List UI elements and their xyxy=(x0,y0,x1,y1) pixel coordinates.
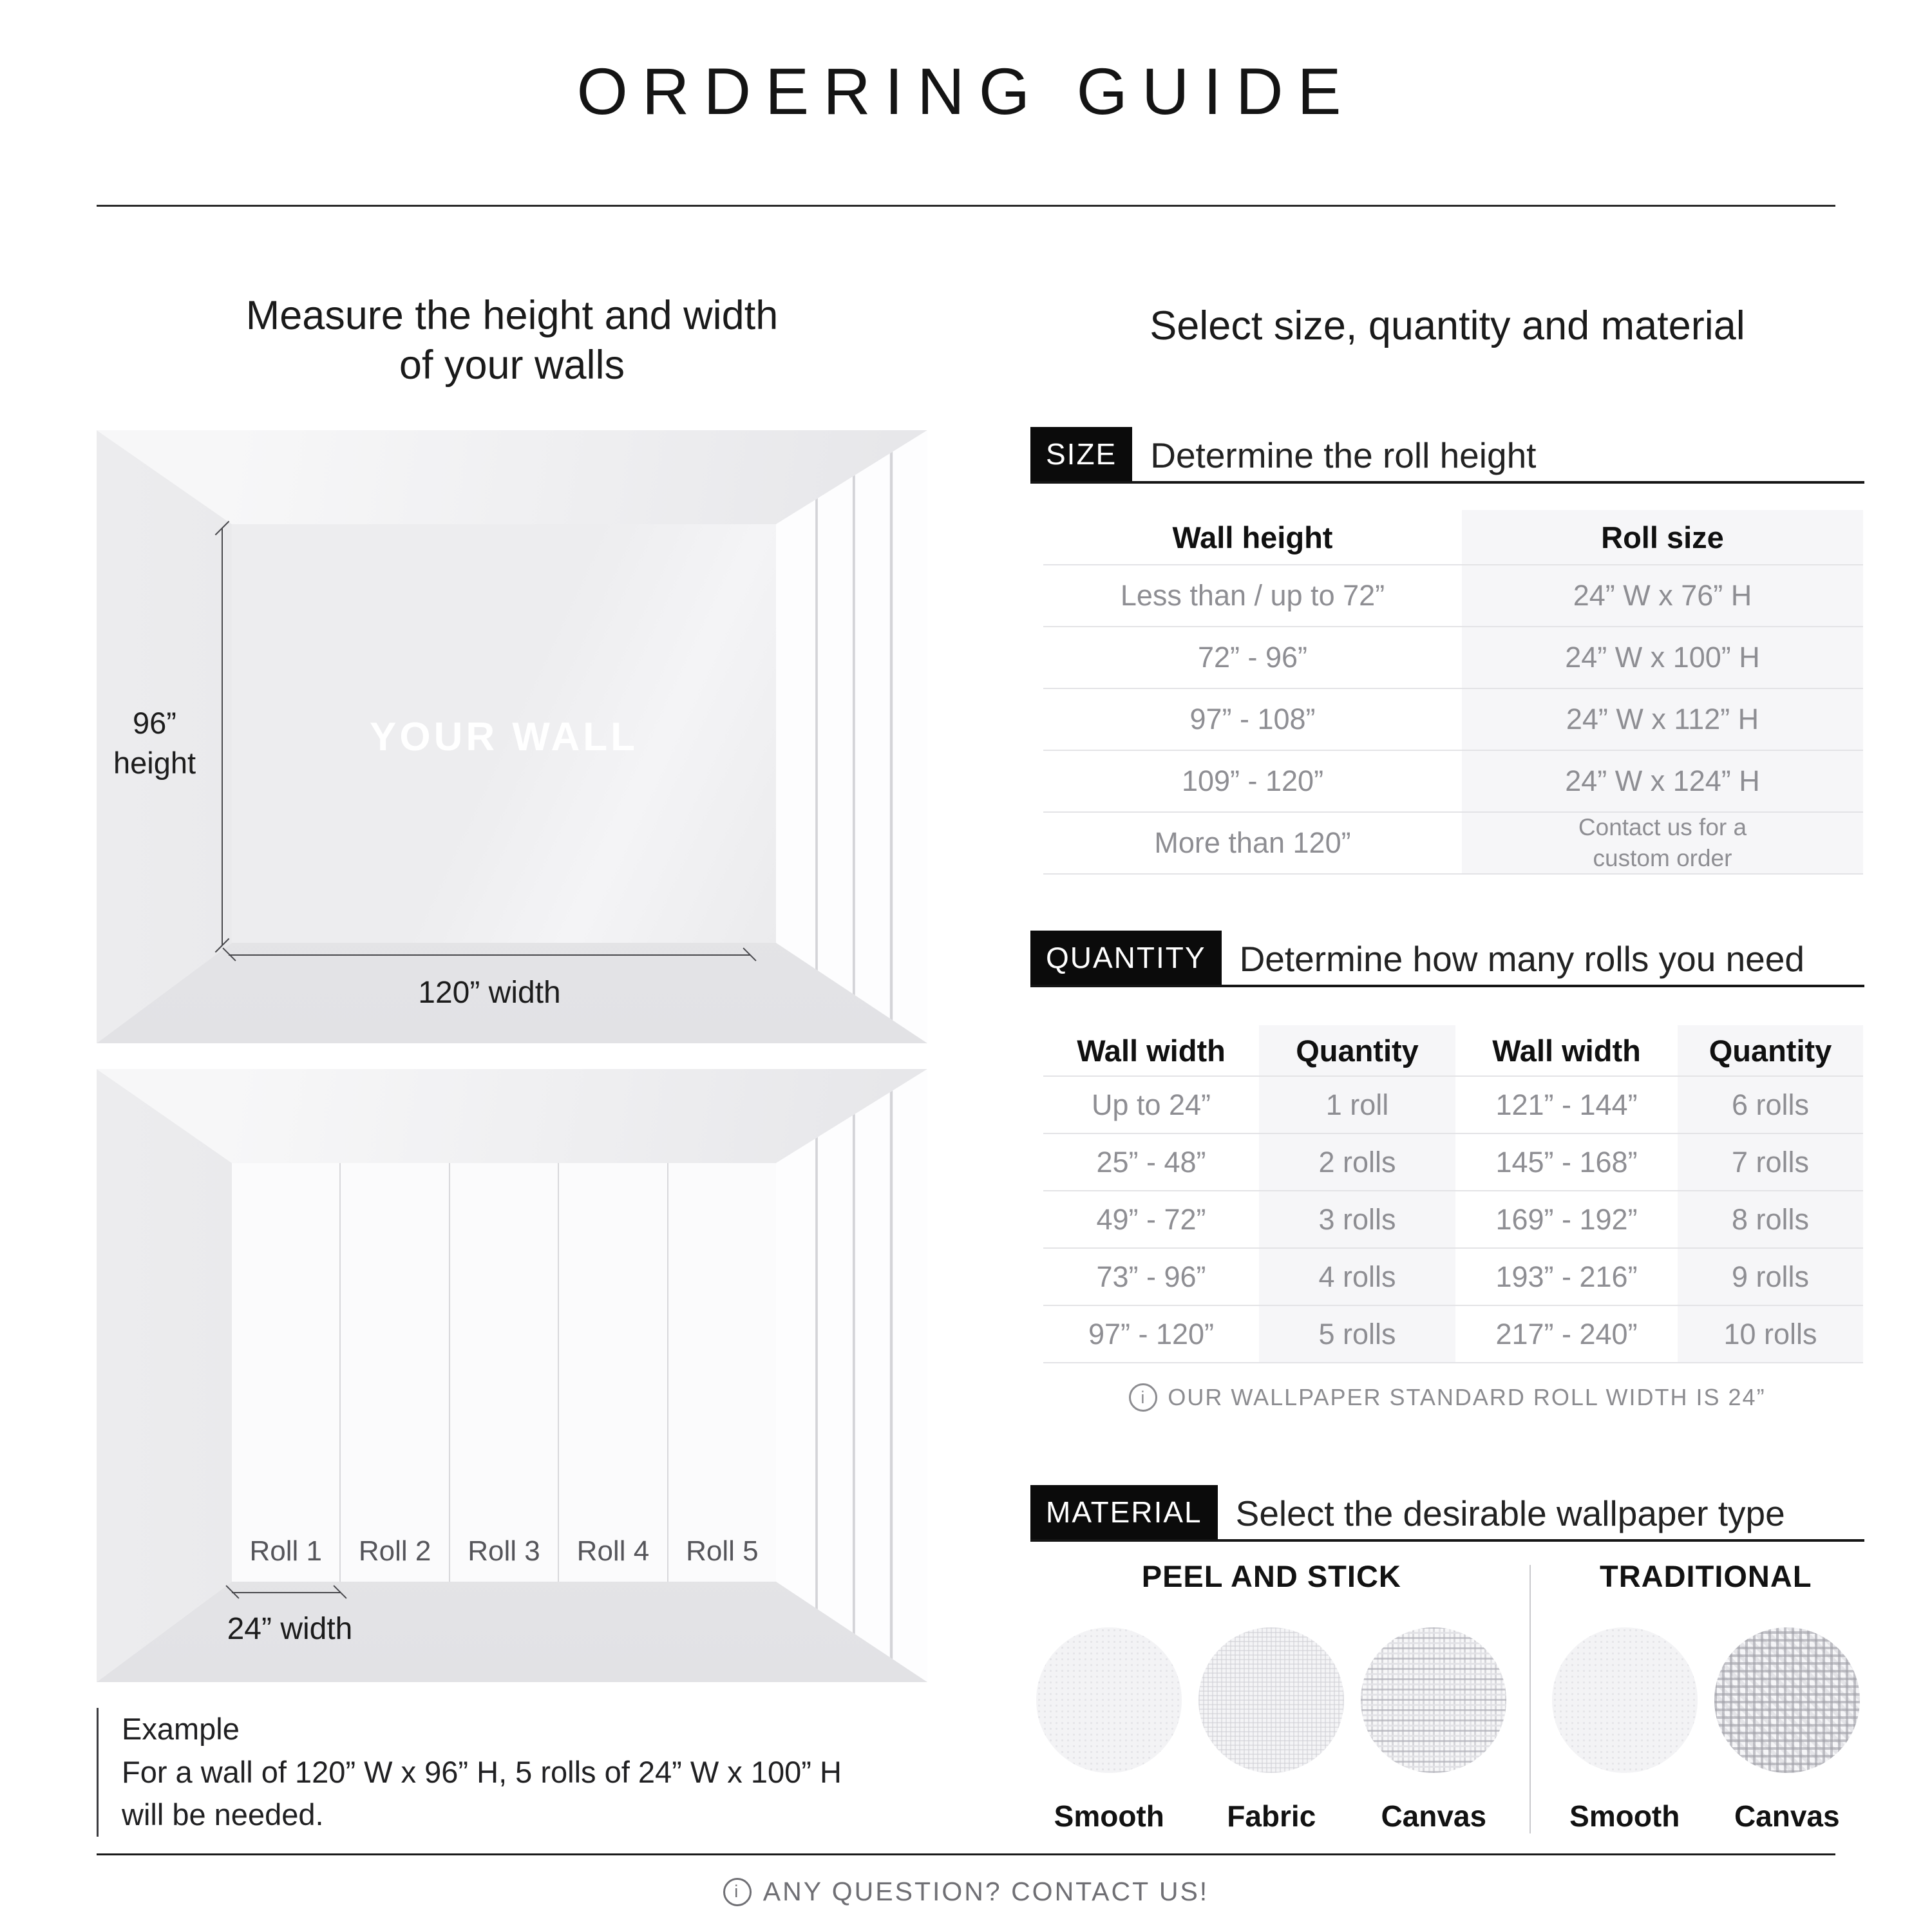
swatch-fabric xyxy=(1198,1627,1344,1833)
footer-divider xyxy=(97,1853,1835,1855)
qty-cell: 7 rolls xyxy=(1678,1133,1863,1190)
size-cell: 24” W x 76” H xyxy=(1462,564,1863,626)
footer-text: ANY QUESTION? CONTACT US! xyxy=(762,1877,1209,1906)
size-cell: 24” W x 112” H xyxy=(1462,688,1863,750)
roll-width-dimension-label: 24” width xyxy=(227,1612,353,1646)
quantity-table xyxy=(1043,1025,1863,1363)
swatch-label: Smooth xyxy=(1569,1799,1680,1833)
roll-width-note-text: OUR WALLPAPER STANDARD ROLL WIDTH IS 24” xyxy=(1168,1384,1766,1410)
qty-cell: 6 rolls xyxy=(1678,1075,1863,1133)
room-illustration-rolls xyxy=(97,1069,927,1682)
swatch-canvas xyxy=(1361,1627,1506,1833)
measure-heading xyxy=(97,291,927,390)
material-divider xyxy=(1530,1565,1531,1833)
swatch-canvas xyxy=(1714,1627,1860,1833)
qty-cell: 25” - 48” xyxy=(1043,1133,1259,1190)
canvas-texture-icon xyxy=(1714,1627,1860,1773)
height-measure-line xyxy=(222,528,223,945)
quantity-section-header xyxy=(1030,931,1864,987)
quantity-tag: QUANTITY xyxy=(1030,931,1222,985)
fabric-texture-icon xyxy=(1198,1627,1344,1773)
peel-and-stick-label: PEEL AND STICK xyxy=(1141,1559,1401,1593)
example-line1: For a wall of 120” W x 96” H, 5 rolls of 24” W x 100” H xyxy=(122,1754,842,1789)
width-dimension-label: 120” width xyxy=(418,976,561,1010)
qty-cell: 73” - 96” xyxy=(1043,1247,1259,1305)
swatch-smooth xyxy=(1036,1627,1182,1833)
swatch-label: Fabric xyxy=(1227,1799,1316,1833)
size-section-header xyxy=(1030,427,1864,484)
height-word: height xyxy=(113,746,196,781)
info-icon xyxy=(723,1878,752,1906)
size-cell: Less than / up to 72” xyxy=(1043,564,1462,626)
example-block xyxy=(97,1708,934,1837)
footer xyxy=(0,1877,1932,1907)
roll-label: Roll 3 xyxy=(468,1535,540,1567)
measure-heading-line2: of your walls xyxy=(399,342,625,388)
size-col-wall-height: Wall height xyxy=(1172,520,1333,554)
smooth-texture-icon xyxy=(1036,1627,1182,1773)
traditional-swatches xyxy=(1552,1627,1860,1833)
qty-cell: 97” - 120” xyxy=(1043,1305,1259,1363)
qty-cell: Up to 24” xyxy=(1043,1075,1259,1133)
material-section-header xyxy=(1030,1485,1864,1542)
qty-cell: 121” - 144” xyxy=(1455,1075,1678,1133)
example-title: Example xyxy=(122,1712,240,1746)
room-illustration-measure xyxy=(97,430,927,1043)
width-measure-line xyxy=(229,954,750,956)
qty-cell: 169” - 192” xyxy=(1455,1190,1678,1247)
size-cell: 24” W x 100” H xyxy=(1462,626,1863,688)
canvas-texture-icon xyxy=(1361,1627,1506,1773)
roll-label: Roll 4 xyxy=(576,1535,650,1567)
select-heading: Select size, quantity and material xyxy=(1150,303,1745,348)
qty-cell: 217” - 240” xyxy=(1455,1305,1678,1363)
material-tag: MATERIAL xyxy=(1030,1485,1218,1539)
size-col-roll-size: Roll size xyxy=(1462,510,1863,564)
size-table xyxy=(1043,510,1863,875)
roll-label: Roll 2 xyxy=(358,1535,431,1567)
example-line2: will be needed. xyxy=(122,1797,324,1832)
swatch-smooth xyxy=(1552,1627,1698,1833)
material-groups xyxy=(1030,1558,1864,1833)
roll-width-measure-line xyxy=(232,1592,341,1593)
wallpaper-roll-panel xyxy=(668,1163,776,1582)
height-dimension-label xyxy=(97,703,213,783)
info-icon xyxy=(1129,1383,1157,1412)
qty-header: Wall width xyxy=(1492,1033,1641,1068)
your-wall-label: YOUR WALL xyxy=(370,715,638,759)
qty-cell: 8 rolls xyxy=(1678,1190,1863,1247)
qty-cell: 145” - 168” xyxy=(1455,1133,1678,1190)
qty-header: Wall width xyxy=(1077,1033,1226,1068)
size-cell: 72” - 96” xyxy=(1043,626,1462,688)
roll-width-note xyxy=(1030,1383,1864,1412)
your-wall-surface xyxy=(232,524,776,943)
traditional-label: TRADITIONAL xyxy=(1600,1559,1812,1593)
qty-header: Quantity xyxy=(1259,1025,1455,1075)
qty-cell: 49” - 72” xyxy=(1043,1190,1259,1247)
custom-order-text: Contact us for a custom order xyxy=(1578,813,1747,871)
wallpaper-roll-panel xyxy=(559,1163,668,1582)
page-title: ORDERING GUIDE xyxy=(576,55,1356,128)
measure-heading-line1: Measure the height and width xyxy=(245,293,779,338)
size-cell: 24” W x 124” H xyxy=(1462,750,1863,811)
swatch-label: Canvas xyxy=(1381,1799,1487,1833)
wall-with-rolls xyxy=(232,1163,776,1582)
wallpaper-roll-panel xyxy=(341,1163,450,1582)
roll-label: Roll 5 xyxy=(686,1535,759,1567)
size-tag: SIZE xyxy=(1030,427,1132,481)
qty-cell: 193” - 216” xyxy=(1455,1247,1678,1305)
qty-header: Quantity xyxy=(1678,1025,1863,1075)
wallpaper-roll-panel xyxy=(450,1163,559,1582)
size-cell: More than 120” xyxy=(1043,811,1462,875)
material-subtitle: Select the desirable wallpaper type xyxy=(1235,1493,1785,1533)
peel-and-stick-swatches xyxy=(1036,1627,1506,1833)
swatch-label: Smooth xyxy=(1054,1799,1164,1833)
size-cell: 109” - 120” xyxy=(1043,750,1462,811)
quantity-subtitle: Determine how many rolls you need xyxy=(1239,939,1804,979)
qty-cell: 5 rolls xyxy=(1259,1305,1455,1363)
height-value: 96” xyxy=(133,706,176,740)
size-cell xyxy=(1462,811,1863,875)
swatch-label: Canvas xyxy=(1734,1799,1840,1833)
wallpaper-roll-panel xyxy=(232,1163,341,1582)
qty-cell: 4 rolls xyxy=(1259,1247,1455,1305)
qty-cell: 9 rolls xyxy=(1678,1247,1863,1305)
smooth-texture-icon xyxy=(1552,1627,1698,1773)
qty-cell: 2 rolls xyxy=(1259,1133,1455,1190)
qty-cell: 3 rolls xyxy=(1259,1190,1455,1247)
qty-cell: 1 roll xyxy=(1259,1075,1455,1133)
roll-label: Roll 1 xyxy=(249,1535,322,1567)
peel-and-stick-group xyxy=(1030,1558,1513,1833)
size-cell: 97” - 108” xyxy=(1043,688,1462,750)
header-divider xyxy=(97,205,1835,207)
size-subtitle: Determine the roll height xyxy=(1150,435,1537,475)
qty-cell: 10 rolls xyxy=(1678,1305,1863,1363)
traditional-group xyxy=(1548,1558,1864,1833)
